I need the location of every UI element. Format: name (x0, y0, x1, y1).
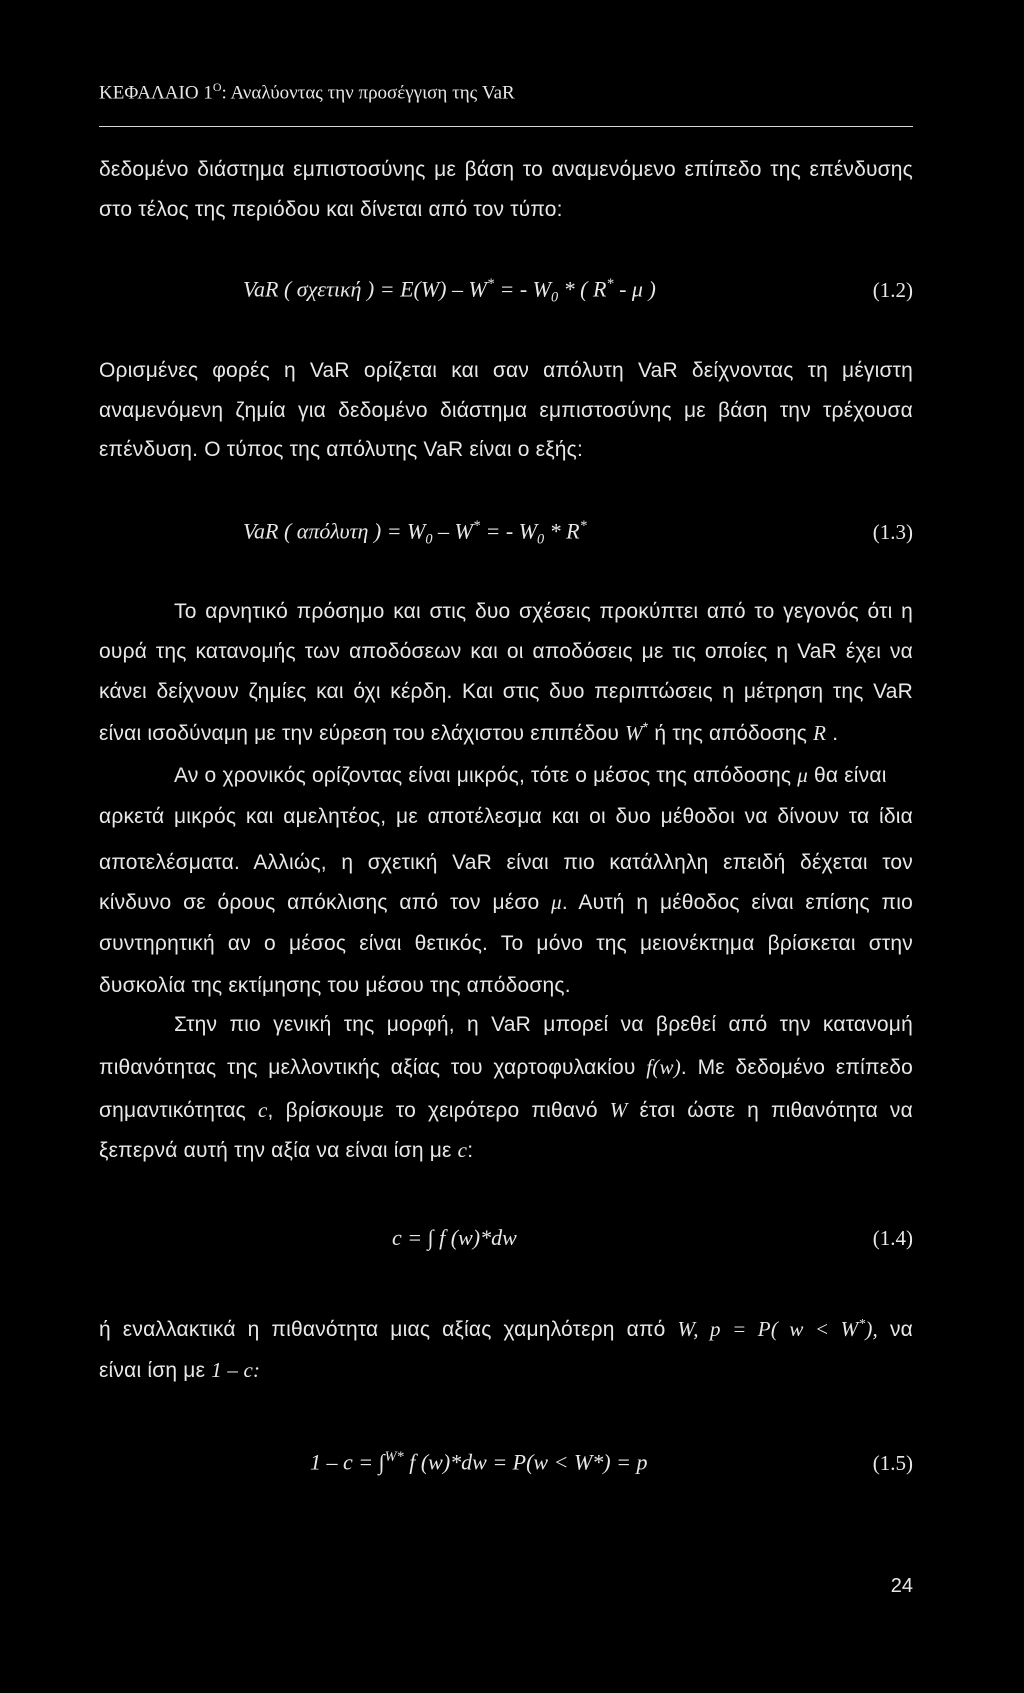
text-line (99, 1138, 473, 1163)
math-part (677, 1317, 878, 1341)
eq-part: * R (544, 518, 580, 544)
equation-number: (1.2) (872, 278, 913, 302)
eq-part: 1 – c = ∫ (310, 1449, 385, 1475)
math-part: 1 – c: (211, 1358, 261, 1382)
text-part: ξεπερνά αυτή την αξία να είναι ίση με (99, 1139, 452, 1162)
eq-part: – W (432, 518, 473, 544)
text-part: κίνδυνο σε όρους απόκλισης από τον μέσο (99, 891, 540, 914)
text-part: είναι ίση με (99, 1359, 206, 1382)
equation-1-4: c = ∫ f (w)*dw (392, 1225, 517, 1250)
text-part: να (889, 1318, 913, 1341)
eq-part: VaR ( απόλυτη ) = W (243, 518, 426, 544)
text-line: δεδομένο διάστημα εμπιστοσύνης με βάση το αναμενόμενο επίπεδο της επένδυσης (99, 158, 913, 181)
math-part: ), (865, 1317, 878, 1341)
text-line: επένδυση. Ο τύπος της απόλυτης VaR είναι ο εξής: (99, 438, 584, 461)
eq-part: * (472, 518, 481, 534)
chapter-prefix: ΚΕΦΑΛΑΙΟ 1 (99, 82, 213, 104)
equation-1-2 (243, 276, 656, 307)
text-line: ουρά της κατανομής των αποδόσεων και οι αποδόσεις με τις οποίες η VaR έχει να (99, 640, 913, 663)
eq-part: VaR ( σχετική ) = E(W) – W (243, 276, 487, 302)
text-line: αναμενόμενη ζημία για δεδομένο διάστημα εμπιστοσύνης με βάση την τρέχουσα (99, 399, 913, 422)
text-line (99, 890, 913, 915)
equation-1-3 (243, 518, 587, 549)
eq-part: = - W (494, 276, 551, 302)
text-part: θα είναι (813, 764, 887, 787)
equation-number: (1.5) (872, 1451, 913, 1475)
text-part: σημαντικότητας (99, 1099, 247, 1122)
text-part: , βρίσκουμε το χειρότερο πιθανό (267, 1099, 598, 1122)
text-part: έτσι ώστε η πιθανότητα να (639, 1099, 913, 1122)
text-line: Στην πιο γενική της μορφή, η VaR μπορεί να βρεθεί από την κατανομή (174, 1013, 913, 1036)
eq-part: * (579, 518, 587, 534)
eq-part: 0 (537, 531, 545, 548)
chapter-header (99, 80, 515, 104)
text-part: ή εναλλακτικά η πιθανότητα μιας αξίας χαμηλότερη από (99, 1318, 666, 1341)
text-line (99, 1316, 913, 1342)
eq-part: 0 (551, 289, 559, 306)
math-part: W (625, 721, 643, 745)
text-part: . Με δεδομένο επίπεδο (680, 1056, 913, 1079)
math-part: c (258, 1098, 268, 1122)
chapter-title: : Αναλύοντας την προσέγγιση της VaR (221, 82, 515, 104)
text-line: Ορισμένες φορές η VaR ορίζεται και σαν απόλυτη VaR δείχνοντας τη μέγιστη (99, 359, 913, 382)
text-part: πιθανότητας της μελλοντικής αξίας του χαρτοφυλακίου (99, 1056, 636, 1079)
math-part: W (609, 1098, 628, 1122)
math-part: W (677, 1317, 694, 1341)
text-part: Αν ο χρονικός ορίζοντας είναι μικρός, τότε ο μέσος της απόδοσης (174, 764, 792, 787)
text-line: αρκετά μικρός και αμελητέος, με αποτέλεσμα και οι δυο μέθοδοι να δίνουν τα ίδια (99, 805, 913, 828)
equation-1-5 (310, 1449, 647, 1475)
header-rule (99, 126, 913, 127)
math-part: μ (551, 890, 562, 914)
chapter-sup: Ο (212, 80, 222, 94)
math-part: f(w) (646, 1055, 681, 1079)
eq-part: * (486, 276, 494, 292)
text-line (99, 1055, 913, 1080)
text-line: συντηρητική αν ο μέσος είναι θετικός. Το μόνο της μειονέκτημα βρίσκεται στην (99, 932, 913, 955)
math-part: μ (797, 763, 808, 787)
math-part: R (813, 721, 827, 745)
eq-part: f (w)*dw = P(w < W*) = p (403, 1449, 648, 1475)
eq-part: = - W (480, 518, 538, 544)
math-part: * (642, 720, 649, 735)
text-line (99, 720, 838, 746)
text-part: . Αυτή η μέθοδος είναι επίσης πιο (561, 891, 913, 914)
text-part: είναι ισοδύναμη με την εύρεση του ελάχιστου επιπέδου (99, 722, 620, 745)
text-part: . (832, 722, 839, 745)
math-part: * (858, 1316, 866, 1331)
text-line: κάνει δείχνουν ζημίες και όχι κέρδη. Και στις δυο περιπτώσεις η μέτρηση της VaR (99, 680, 913, 703)
text-line: Το αρνητικό πρόσημο και στις δυο σχέσεις προκύπτει από το γεγονός ότι η (174, 600, 913, 623)
eq-part: - μ ) (613, 276, 656, 302)
eq-part: * ( R (558, 276, 607, 302)
text-line (99, 1358, 260, 1383)
text-line: στο τέλος της περιόδου και δίνεται από τον τύπο: (99, 198, 563, 221)
math-part: c (457, 1138, 468, 1162)
equation-number: (1.3) (872, 520, 913, 544)
text-line: αποτελέσματα. Αλλιώς, η σχετική VaR είναι πιο κατάλληλη επειδή δέχεται τον (99, 851, 913, 874)
math-part: , p = P( w < W (693, 1317, 859, 1341)
eq-part: * (606, 276, 614, 292)
eq-part: W* (384, 1449, 404, 1465)
equation-number: (1.4) (872, 1226, 913, 1250)
page-number: 24 (890, 1575, 913, 1597)
text-line (174, 763, 887, 788)
text-line: δυσκολία της εκτίμησης του μέσου της απόδοσης. (99, 974, 571, 997)
text-line (99, 1098, 913, 1123)
eq-part: 0 (425, 531, 433, 548)
text-part: ή της απόδοσης (654, 722, 808, 745)
text-part: : (467, 1139, 474, 1162)
